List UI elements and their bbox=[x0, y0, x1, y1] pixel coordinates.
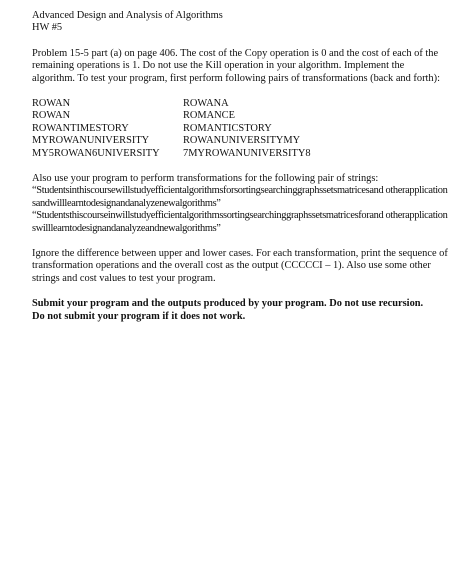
problem-intro: Problem 15-5 part (a) on page 406. The cost of the Copy operation is 0 and the cost of each of the remaining operations is 1. Do not use the Kill operation in your algorithm. Implement the algorithm. To test your program, first perform following pairs of transformations (back and forth): bbox=[32, 47, 440, 84]
pair-row bbox=[32, 110, 448, 122]
pair-row bbox=[32, 148, 448, 160]
pair-to: ROMANCE bbox=[183, 110, 235, 122]
pair-to: ROWANA bbox=[183, 98, 229, 110]
pair-from: ROWAN bbox=[32, 110, 71, 122]
pair-from: MY5ROWAN6UNIVERSITY bbox=[32, 147, 160, 159]
test-string-2: “Studentsthiscourseinwillstudyefficientalgorithmssortingsearchinggraphssetsmatricesforand otherapplicationswilllearntodesignandanalyzeandnewalgorithms” bbox=[32, 210, 448, 234]
submission-line-2: Do not submit your program if it does not work. bbox=[32, 310, 246, 322]
pair-row bbox=[32, 135, 448, 147]
pair-from: MYROWANUNIVERSITY bbox=[32, 135, 150, 147]
pair-from: ROWANTIMESTORY bbox=[32, 122, 129, 134]
instructions-text: Ignore the difference between upper and lower cases. For each transformation, print the sequence of transformation operations and the overall cost as the output (CCCCCI – 1). Also use some other strings and cost values to test your program. bbox=[32, 248, 448, 284]
pair-to: ROMANTICSTORY bbox=[183, 122, 272, 134]
pair-row bbox=[32, 98, 448, 110]
submission-line-1: Submit your program and the outputs produced by your program. Do not use recursion. bbox=[32, 298, 424, 310]
course-title: Advanced Design and Analysis of Algorithms bbox=[32, 10, 223, 21]
pair-to: 7MYROWANUNIVERSITY8 bbox=[183, 147, 311, 159]
transformation-pairs bbox=[32, 98, 448, 160]
hw-label: HW #5 bbox=[32, 22, 63, 34]
pair-from: ROWAN bbox=[32, 98, 71, 110]
test-string-1: “Studentsinthiscoursewillstudyefficientalgorithmsforsortingsearchinggraphssetsmatricesand otherapplicationsandwilllearntodesignandanalyzenewalgorithms” bbox=[32, 185, 448, 209]
submission-notice bbox=[32, 298, 448, 323]
document-page bbox=[32, 10, 448, 323]
pair-to: ROWANUNIVERSITYMY bbox=[183, 135, 301, 147]
also-use-text: Also use your program to perform transformations for the following pair of strings: bbox=[32, 172, 379, 184]
pair-row bbox=[32, 123, 448, 135]
